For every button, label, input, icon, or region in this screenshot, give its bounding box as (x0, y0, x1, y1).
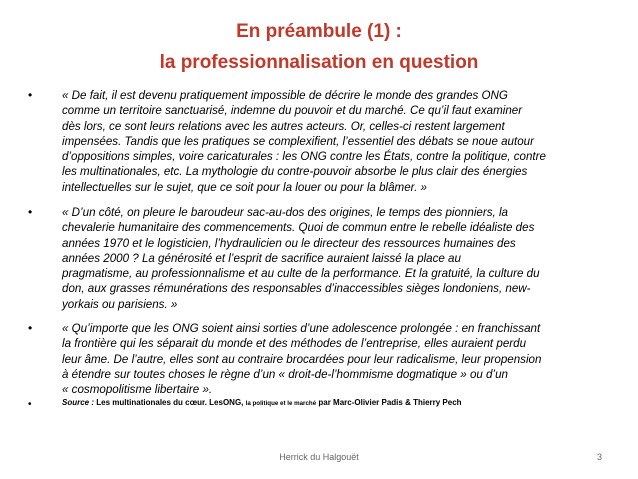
source-subtitle: la politique et le marché (245, 400, 317, 407)
source-citation (62, 397, 622, 410)
bullet-icon: • (28, 321, 33, 335)
bullet-icon: • (28, 205, 33, 219)
slide-title-line1: En préambule (1) : (236, 21, 402, 42)
source-authors: par Marc-Olivier Padis & Thierry Pech (318, 398, 462, 407)
bullet-icon: • (28, 88, 33, 102)
slide-title-line2: la professionnalisation en question (159, 52, 479, 73)
quote-text-3: « Qu’importe que les ONG soient ainsi sorties d’une adolescence prolongée : en franchissant la frontière qui les séparait du monde et des méthodes de l’entreprise, elles auraient perdu leur âme. De l’autre, elles sont au contraire brocardées pour leur radicalisme, leur propension à étendre sur toutes choses le règne d’un « droit-de-l’hommisme dogmatique » ou d’un « cosmopolitisme libertaire ». (62, 322, 542, 397)
page-number: 3 (596, 452, 602, 462)
quote-text-1: « De fait, il est devenu pratiquement impossible de décrire le monde des grandes ONG comme un territoire sanctuarisé, indemne du pouvoir et du marché. Ce qu’il faut examiner dès lors, ce sont leurs relations avec les autres acteurs. Or, celles-ci restent largement impensées. Tandis que les pratiques se complexifient, l’essentiel des débats se noue autour d’oppositions simples, voire caricaturales : les ONG contre les États, contre la politique, contre les multinationales, etc. La mythologie du contre-pouvoir absorbe le plus clair des énergies intellectuelles sur le sujet, que ce soit pour la louer ou pour la blâmer. » (62, 89, 546, 194)
bullet-icon: • (28, 399, 32, 410)
source-label: Source : (62, 398, 95, 407)
source-title: Les multinationales du cœur. Les (96, 398, 223, 407)
quote-text-2: « D’un côté, on pleure le baroudeur sac-au-dos des origines, le temps des pionniers, la chevalerie humanitaire des commencements. Quoi de commun entre le rebelle idéaliste des années 1970 et le logisticien, l’hydraulicien ou le directeur des ressources humaines des années 2000 ? La générosité et l’esprit de sacrifice auraient laissé la place au pragmatisme, au professionnalisme et au culte de la performance. Et la gratuité, la culture du don, aux grasses rémunérations des responsables d’inaccessibles sièges londoniens, new- yorkais ou parisiens. » (62, 206, 540, 311)
source-ong: ONG, (222, 398, 244, 407)
footer-author: Herrick du Halgouët (279, 452, 359, 462)
